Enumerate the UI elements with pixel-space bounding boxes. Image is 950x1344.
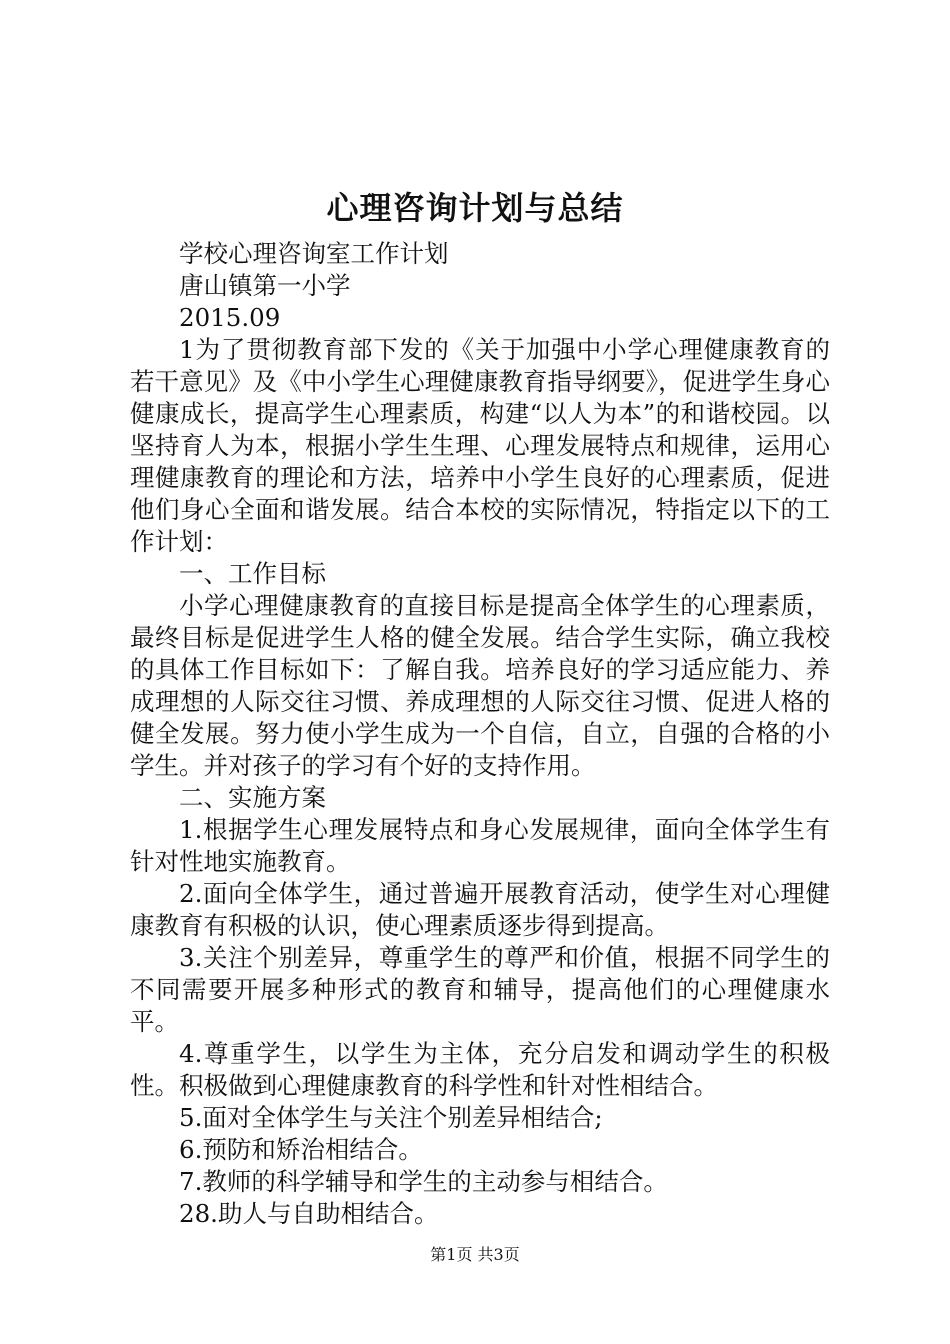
plan-item: 3.关注个别差异，尊重学生的尊严和价值，根据不同学生的不同需要开展多种形式的教育和辅导，提高他们的心理健康水平。 — [130, 943, 830, 1036]
section-heading-goals: 一、工作目标 — [179, 559, 326, 588]
plan-item: 5.面对全体学生与关注个别差异相结合; — [179, 1103, 603, 1132]
plan-item: 7.教师的科学辅导和学生的主动参与相结合。 — [179, 1167, 668, 1196]
page-footer: 第1页 共3页 — [430, 1245, 520, 1264]
goals-paragraph: 小学心理健康教育的直接目标是提高全体学生的心理素质，最终目标是促进学生人格的健全发展。结合学生实际，确立我校的具体工作目标如下：了解自我。培养良好的学习适应能力、养成理想的人际交往习惯、养成理想的人际交往习惯、促进人格的健全发展。努力使小学生成为一个自信，自立，自强的合格的小学生。并对孩子的学习有个好的支持作用。 — [130, 591, 830, 780]
plan-item: 2.面向全体学生，通过普遍开展教育活动，使学生对心理健康教育有积极的认识，使心理素质逐步得到提高。 — [130, 879, 830, 940]
plan-item: 6.预防和矫治相结合。 — [179, 1135, 423, 1164]
plan-item: 4.尊重学生，以学生为主体，充分启发和调动学生的积极性。积极做到心理健康教育的科学性和针对性相结合。 — [130, 1039, 830, 1100]
plan-item: 28.助人与自助相结合。 — [179, 1199, 439, 1228]
date-line: 2015.09 — [179, 303, 281, 332]
document-title: 心理咨询计划与总结 — [326, 189, 624, 227]
document-body — [130, 238, 830, 1230]
intro-paragraph: 1为了贯彻教育部下发的《关于加强中小学心理健康教育的若干意见》及《中小学生心理健康教育指导纲要》，促进学生身心健康成长，提高学生心理素质，构建“以人为本”的和谐校园。以坚持育人为本，根据小学生生理、心理发展特点和规律，运用心理健康教育的理论和方法，培养中小学生良好的心理素质，促进他们身心全面和谐发展。结合本校的实际情况，特指定以下的工作计划： — [130, 335, 830, 556]
school-name: 唐山镇第一小学 — [179, 271, 351, 300]
section-heading-plan: 二、实施方案 — [179, 783, 326, 812]
plan-heading: 学校心理咨询室工作计划 — [179, 239, 449, 268]
plan-item: 1.根据学生心理发展特点和身心发展规律，面向全体学生有针对性地实施教育。 — [130, 815, 830, 876]
